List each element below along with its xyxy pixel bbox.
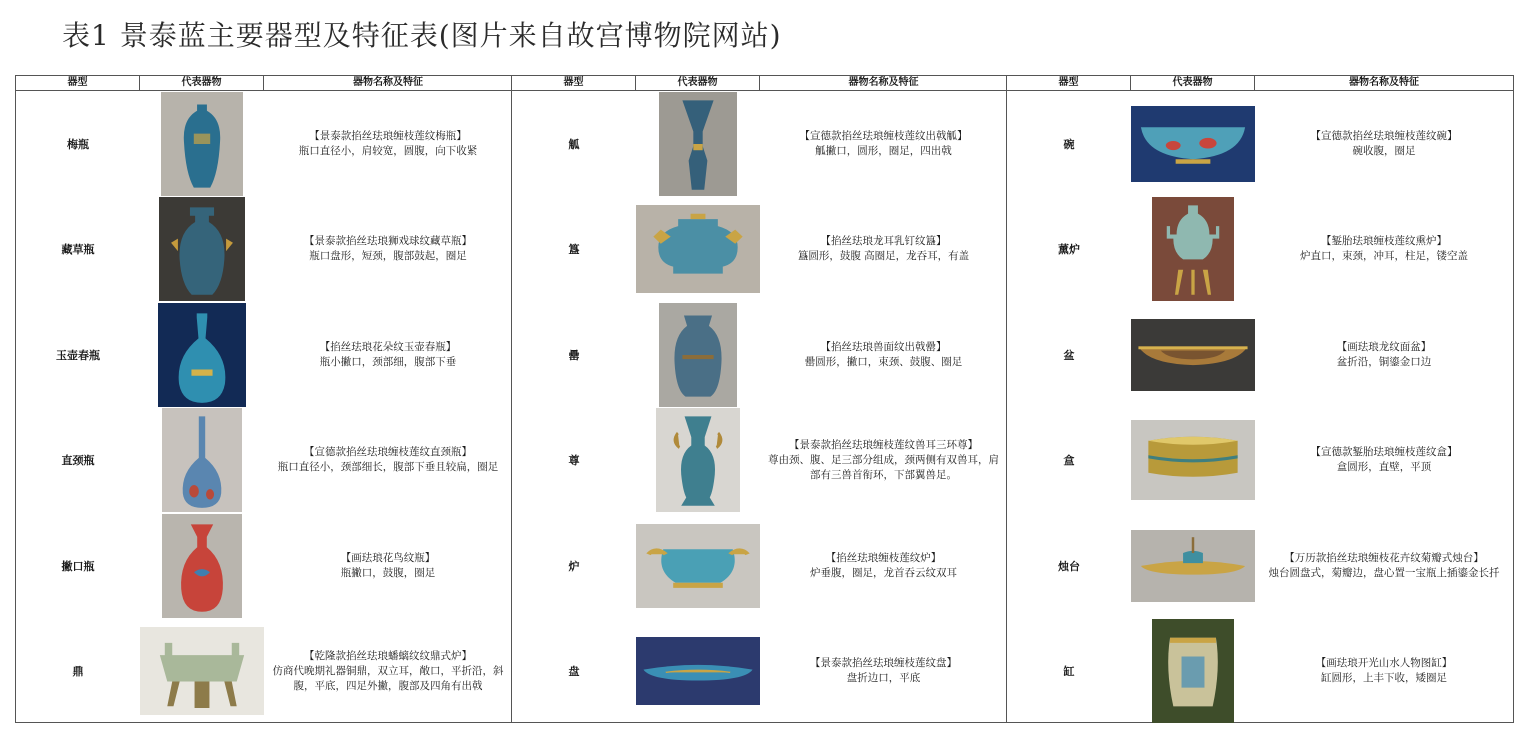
vessel-type: 盆: [1063, 348, 1075, 362]
bowl-icon: [1131, 106, 1255, 182]
artifact-features: 罍圆形，撇口，束颈、鼓腹、圈足: [804, 355, 963, 368]
artifact-description: [1255, 197, 1513, 302]
table-row: [512, 619, 1006, 724]
candlestick-icon: [1131, 530, 1255, 602]
table-header-row: [16, 76, 511, 91]
artifact-description: [760, 302, 1007, 407]
artifact-image-cell: [636, 513, 760, 618]
table-row: [1007, 619, 1513, 724]
artifact-features: 瓶口直径小，颈部细长，腹部下垂且较扁，圈足: [277, 461, 499, 473]
artifact-image-cell: [636, 619, 760, 724]
artifact-image-cell: [1131, 513, 1255, 618]
artifact-name: 【景泰款掐丝珐琅缠枝莲纹盘】: [810, 657, 957, 669]
header-artifact: 代表器物: [140, 76, 264, 90]
artifact-name: 【万历款掐丝珐琅缠枝花卉纹菊瓣式烛台】: [1284, 551, 1484, 564]
artifact-name: 【乾隆款掐丝珐琅蟠螭纹纹鼎式炉】: [304, 649, 472, 662]
vessel-type: 撇口瓶: [61, 559, 95, 573]
header-type: 器型: [512, 76, 636, 90]
artifact-description: [264, 408, 512, 513]
meiping-vase-icon: [161, 92, 243, 196]
table-row: [16, 619, 511, 724]
artifact-image-cell: [1131, 197, 1255, 302]
artifact-image-cell: [636, 91, 760, 196]
artifact-features: 炉直口，束颈，冲耳，柱足，镂空盖: [1300, 250, 1468, 262]
plate-icon: [636, 637, 760, 705]
artifact-features: 碗收腹，圈足: [1352, 144, 1416, 157]
artifact-name: 【宣德款掐丝珐琅缠枝莲纹出戟觚】: [799, 129, 968, 142]
vessel-type: 尊: [568, 454, 580, 467]
table-row: [1007, 197, 1513, 302]
artifact-description: [264, 91, 512, 196]
incense-burner-icon: [636, 524, 760, 608]
artifact-table: [15, 75, 1514, 723]
table-row: [512, 513, 1006, 618]
artifact-description: [264, 619, 512, 724]
lei-vessel-icon: [659, 303, 737, 407]
vessel-type: 盒: [1063, 454, 1075, 467]
vessel-type: 烛台: [1058, 559, 1080, 573]
artifact-features: 觚撇口，圆形，圈足，四出戟: [815, 144, 952, 157]
table-row: [16, 302, 511, 407]
artifact-description: [1255, 302, 1513, 407]
artifact-features: 盘折边口，平底: [846, 672, 921, 684]
box-icon: [1131, 420, 1255, 500]
artifact-image-cell: [140, 91, 264, 196]
artifact-description: [264, 513, 512, 618]
artifact-description: [1255, 91, 1513, 196]
table-row: [16, 91, 511, 196]
censer-icon: [1152, 197, 1234, 301]
artifact-features: 盒圆形，直壁，平顶: [1336, 461, 1432, 473]
artifact-name: 【掐丝珐琅缠枝莲纹炉】: [825, 551, 942, 564]
artifact-image-cell: [140, 619, 264, 724]
page-title: 表1 景泰蓝主要器型及特征表(图片来自故宫博物院网站): [62, 19, 782, 52]
artifact-description: [760, 513, 1007, 618]
artifact-features: 缸圆形，上丰下收，矮圈足: [1321, 672, 1447, 684]
artifact-image-cell: [636, 302, 760, 407]
table-row: [16, 408, 511, 513]
zangcao-vase-icon: [159, 197, 245, 301]
table-row: [16, 513, 511, 618]
artifact-features: 盆折沿，铜鎏金口边: [1336, 355, 1432, 368]
artifact-features: 炉垂腹，圈足，龙首吞云纹双耳: [810, 566, 957, 579]
vessel-type: 簋: [568, 243, 580, 256]
basin-icon: [1131, 319, 1255, 391]
artifact-features: 烛台圆盘式，菊瓣边，盘心置一宝瓶上插鎏金长扦: [1268, 566, 1500, 579]
artifact-image-cell: [1131, 91, 1255, 196]
table-section-2: [512, 76, 1007, 722]
vessel-type: 藏草瓶: [61, 243, 95, 256]
header-name-features: 器物名称及特征: [848, 77, 919, 88]
artifact-features: 仿商代晚期礼器铜鼎，双立耳，敞口，平折沿，斜腹，平底，四足外撇，腹部及四角有出戟: [272, 664, 504, 692]
table-section-3: [1007, 76, 1513, 722]
table-row: [1007, 513, 1513, 618]
vessel-type: 缸: [1063, 665, 1075, 678]
artifact-image-cell: [140, 197, 264, 302]
zun-vessel-icon: [656, 408, 740, 512]
artifact-name: 【掐丝珐琅龙耳乳钉纹簋】: [820, 235, 947, 247]
table-row: [16, 197, 511, 302]
header-type: 器型: [16, 76, 140, 90]
artifact-features: 瓶口直径小，肩较宽，圆腹，向下收紧: [298, 144, 478, 157]
artifact-name: 【宣德款掐丝珐琅缠枝莲纹碗】: [1310, 129, 1458, 142]
table-row: [1007, 91, 1513, 196]
table-row: [1007, 408, 1513, 513]
artifact-features: 瓶口盘形，短颈，腹部鼓起，圈足: [309, 250, 467, 262]
artifact-name: 【宣德款錾胎珐琅缠枝莲纹盒】: [1310, 446, 1458, 458]
artifact-image-cell: [140, 302, 264, 407]
artifact-image-cell: [140, 513, 264, 618]
artifact-name: 【景泰款掐丝珐琅缠枝莲纹兽耳三环尊】: [789, 438, 978, 451]
artifact-description: [760, 197, 1007, 302]
table-row: [1007, 302, 1513, 407]
ding-cauldron-icon: [140, 627, 264, 715]
artifact-description: [760, 619, 1007, 724]
gu-vessel-icon: [659, 92, 737, 196]
vessel-type: 盘: [568, 665, 580, 678]
artifact-description: [1255, 619, 1513, 724]
artifact-name: 【景泰款掐丝珐琅缠枝莲纹梅瓶】: [309, 129, 467, 142]
vessel-type: 薰炉: [1058, 243, 1080, 256]
table-section-1: [16, 76, 512, 722]
artifact-image-cell: [1131, 408, 1255, 513]
artifact-features: 尊由颈、腹、足三部分组成，颈两侧有双兽耳，肩部有三兽首衔环，下部翼兽足。: [768, 453, 999, 481]
table-header-row: [1007, 76, 1513, 91]
artifact-description: [264, 302, 512, 407]
vessel-type: 觚: [568, 137, 580, 151]
artifact-name: 【掐丝珐琅花朵纹玉壶春瓶】: [319, 340, 457, 353]
artifact-features: 瓶撇口，鼓腹，圈足: [340, 566, 436, 579]
header-name-features: 器物名称及特征: [1349, 77, 1419, 88]
artifact-name: 【錾胎珐琅缠枝莲纹熏炉】: [1321, 235, 1447, 247]
artifact-image-cell: [140, 408, 264, 513]
yuhuchun-vase-icon: [158, 303, 246, 407]
artifact-image-cell: [636, 408, 760, 513]
table-row: [512, 197, 1006, 302]
vessel-type: 碗: [1063, 137, 1075, 151]
artifact-features: 瓶小撇口，颈部细，腹部下垂: [319, 355, 457, 368]
vessel-type: 鼎: [72, 665, 84, 678]
table-row: [512, 408, 1006, 513]
artifact-description: [1255, 513, 1513, 618]
artifact-name: 【宣德款掐丝珐琅缠枝莲纹直颈瓶】: [304, 446, 472, 458]
header-artifact: 代表器物: [1131, 76, 1255, 90]
table-header-row: [512, 76, 1006, 91]
flared-vase-icon: [162, 514, 242, 618]
vessel-type: 直颈瓶: [61, 454, 95, 467]
straight-neck-vase-icon: [162, 408, 242, 512]
gui-vessel-icon: [636, 205, 760, 293]
table-row: [512, 302, 1006, 407]
artifact-name: 【景泰款掐丝珐琅狮戏球纹藏草瓶】: [304, 235, 472, 247]
artifact-description: [760, 91, 1007, 196]
artifact-image-cell: [1131, 619, 1255, 724]
artifact-name: 【掐丝珐琅兽面纹出戟罍】: [820, 340, 947, 353]
vessel-type: 玉壶春瓶: [56, 348, 100, 362]
header-name-features: 器物名称及特征: [353, 77, 423, 88]
vessel-type: 炉: [568, 559, 580, 573]
artifact-image-cell: [1131, 302, 1255, 407]
artifact-description: [264, 197, 512, 302]
table-row: [512, 91, 1006, 196]
header-artifact: 代表器物: [636, 76, 760, 90]
artifact-image-cell: [636, 197, 760, 302]
header-type: 器型: [1007, 76, 1131, 90]
artifact-name: 【画珐琅开光山水人物图缸】: [1315, 657, 1453, 669]
artifact-name: 【画珐琅龙纹面盆】: [1336, 340, 1432, 353]
artifact-features: 簋圆形，鼓腹 高圈足，龙吞耳，有盖: [797, 250, 970, 262]
artifact-name: 【画珐琅花鸟纹瓶】: [340, 551, 436, 564]
jar-icon: [1152, 619, 1234, 723]
vessel-type: 罍: [568, 348, 580, 362]
vessel-type: 梅瓶: [67, 137, 89, 151]
artifact-description: [760, 408, 1007, 513]
artifact-description: [1255, 408, 1513, 513]
